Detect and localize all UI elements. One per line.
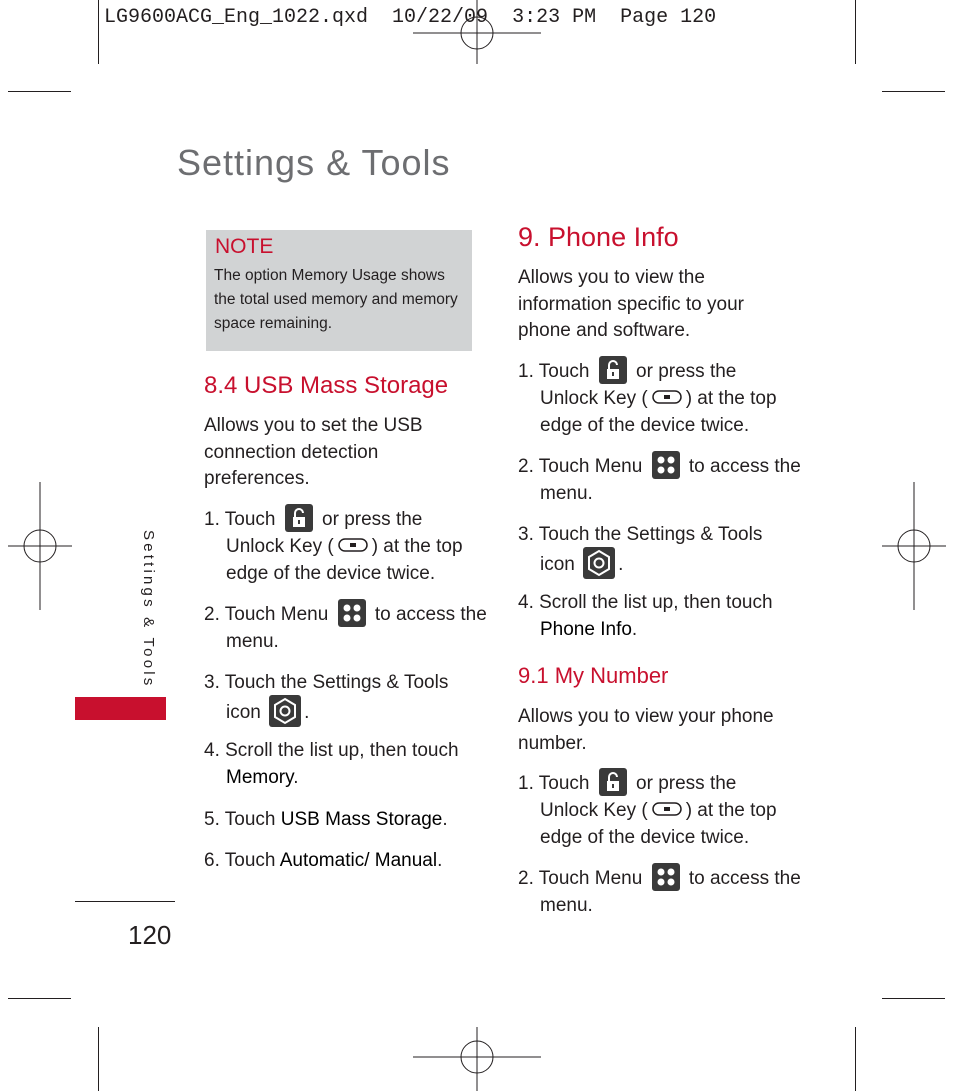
menu-grid-icon — [338, 599, 366, 627]
crop-mark — [8, 91, 71, 92]
my-number-intro: Allows you to view your phone number. — [518, 706, 774, 754]
crop-mark — [855, 1027, 856, 1091]
usb-heading: 8.4 USB Mass Storage — [204, 372, 449, 399]
unlock-key-icon — [652, 801, 682, 817]
crop-mark — [882, 998, 945, 999]
note-text: The option Memory Usage shows the total used memory and memory space remaining. — [214, 267, 458, 332]
usb-step-2: 2. Touch Menu to access the menu. — [204, 601, 487, 656]
usb-step-1: 1. Touch or press the Unlock Key ( ) at the top edge of the device twice. — [204, 506, 463, 587]
registration-mark-right — [882, 482, 946, 610]
lock-icon — [599, 768, 627, 796]
lock-icon — [285, 504, 313, 532]
crop-mark — [882, 91, 945, 92]
unlock-key-icon — [652, 389, 682, 405]
crop-mark — [855, 0, 856, 64]
side-tab-marker — [75, 697, 166, 720]
menu-grid-icon — [652, 863, 680, 891]
lock-icon — [599, 356, 627, 384]
usb-step-3: 3. Touch the Settings & Tools icon . — [204, 670, 448, 729]
my-number-heading: 9.1 My Number — [518, 663, 669, 688]
usb-step-6: 6. Touch Automatic/ Manual. — [204, 850, 443, 871]
phone-info-intro: Allows you to view the information specific to your phone and software. — [518, 267, 744, 341]
my-number-step-2: 2. Touch Menu to access the menu. — [518, 865, 801, 920]
registration-mark-bottom — [413, 1027, 541, 1091]
registration-mark-top — [413, 0, 541, 64]
phone-info-step-3: 3. Touch the Settings & Tools icon . — [518, 522, 762, 581]
side-tab-label: Settings & Tools — [140, 530, 157, 689]
my-number-step-1: 1. Touch or press the Unlock Key ( ) at the top edge of the device twice. — [518, 770, 777, 851]
crop-mark — [98, 1027, 99, 1091]
usb-step-4: 4. Scroll the list up, then touch Memory. — [204, 740, 459, 788]
registration-mark-left — [8, 482, 72, 610]
phone-info-step-1: 1. Touch or press the Unlock Key ( ) at the top edge of the device twice. — [518, 358, 777, 439]
menu-grid-icon — [652, 451, 680, 479]
unlock-key-icon — [338, 537, 368, 553]
note-box — [206, 230, 472, 351]
page-number-rule — [75, 901, 175, 902]
usb-step-5: 5. Touch USB Mass Storage. — [204, 809, 448, 830]
usb-intro: Allows you to set the USB connection detection preferences. — [204, 415, 423, 489]
crop-mark — [8, 998, 71, 999]
settings-gear-icon — [269, 695, 301, 727]
note-label: NOTE — [215, 235, 274, 258]
crop-mark — [98, 0, 99, 64]
settings-gear-icon — [583, 547, 615, 579]
phone-info-step-4: 4. Scroll the list up, then touch Phone Info. — [518, 592, 773, 640]
page-number: 120 — [128, 920, 172, 950]
phone-info-step-2: 2. Touch Menu to access the menu. — [518, 453, 801, 508]
print-slug: LG9600ACG_Eng_1022.qxd 10/22/09 3:23 PM Page 120 — [104, 6, 717, 29]
page-title: Settings & Tools — [177, 142, 451, 183]
phone-info-heading: 9. Phone Info — [518, 222, 679, 252]
